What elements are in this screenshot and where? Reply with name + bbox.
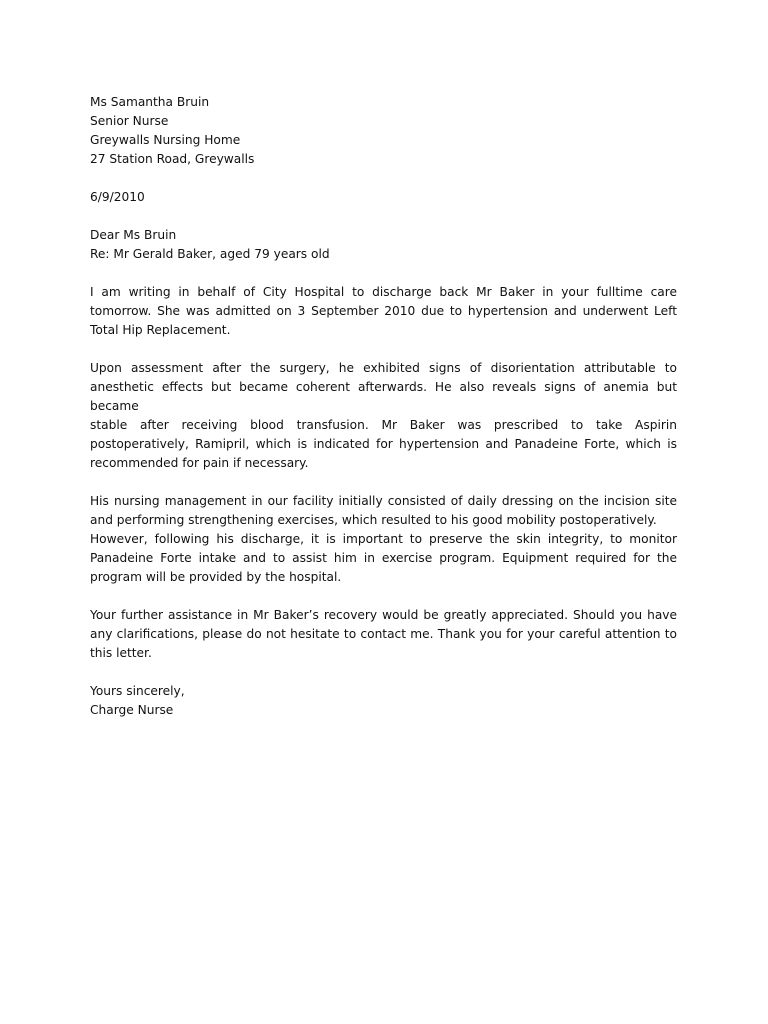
paragraph-line: His nursing management in our facility initially consisted of daily dressing on the incision site	[90, 494, 677, 508]
paragraph-line: Your further assistance in Mr Baker’s recovery would be greatly appreciated. Should you have	[90, 608, 677, 622]
paragraph-line: Panadeine Forte intake and to assist him in exercise program. Equipment required for the	[90, 551, 677, 565]
salutation: Dear Ms Bruin	[90, 228, 177, 242]
letter-date: 6/9/2010	[90, 190, 145, 204]
paragraph-line: I am writing in behalf of City Hospital to discharge back Mr Baker in your fulltime care	[90, 285, 677, 299]
recipient-address-block	[90, 93, 677, 169]
paragraph-line: postoperatively, Ramipril, which is indicated for hypertension and Panadeine Forte, which is	[90, 437, 677, 451]
paragraph-line: any clarifications, please do not hesitate to contact me. Thank you for your careful attention to	[90, 627, 677, 641]
recipient-address: 27 Station Road, Greywalls	[90, 152, 255, 166]
paragraph-line: recommended for pain if necessary.	[90, 456, 309, 470]
recipient-name: Ms Samantha Bruin	[90, 95, 210, 109]
paragraph-closing-request	[90, 606, 677, 663]
paragraph-line: this letter.	[90, 646, 152, 660]
paragraph-line: However, following his discharge, it is important to preserve the skin integrity, to monitor	[90, 532, 677, 546]
paragraph-assessment	[90, 359, 677, 473]
spacer	[90, 473, 677, 492]
paragraph-line: and performing strengthening exercises, which resulted to his good mobility postoperatively.	[90, 513, 657, 527]
spacer	[90, 169, 677, 188]
paragraph-line: anesthetic effects but became coherent afterwards. He also reveals signs of anemia but became	[90, 380, 677, 413]
letter-body	[90, 93, 677, 720]
closing: Yours sincerely,	[90, 684, 185, 698]
spacer	[90, 587, 677, 606]
paragraph-line: stable after receiving blood transfusion. Mr Baker was prescribed to take Aspirin	[90, 418, 677, 432]
paragraph-line: tomorrow. She was admitted on 3 September 2010 due to hypertension and underwent Left	[90, 304, 677, 318]
paragraph-line: program will be provided by the hospital.	[90, 570, 342, 584]
spacer	[90, 207, 677, 226]
paragraph-nursing-management	[90, 492, 677, 587]
recipient-organization: Greywalls Nursing Home	[90, 133, 241, 147]
spacer	[90, 340, 677, 359]
paragraph-discharge	[90, 283, 677, 340]
signatory: Charge Nurse	[90, 703, 174, 717]
recipient-title: Senior Nurse	[90, 114, 169, 128]
spacer	[90, 264, 677, 283]
paragraph-line: Total Hip Replacement.	[90, 323, 231, 337]
spacer	[90, 663, 677, 682]
paragraph-line: Upon assessment after the surgery, he exhibited signs of disorientation attributable to	[90, 361, 677, 375]
subject-line: Re: Mr Gerald Baker, aged 79 years old	[90, 247, 330, 261]
